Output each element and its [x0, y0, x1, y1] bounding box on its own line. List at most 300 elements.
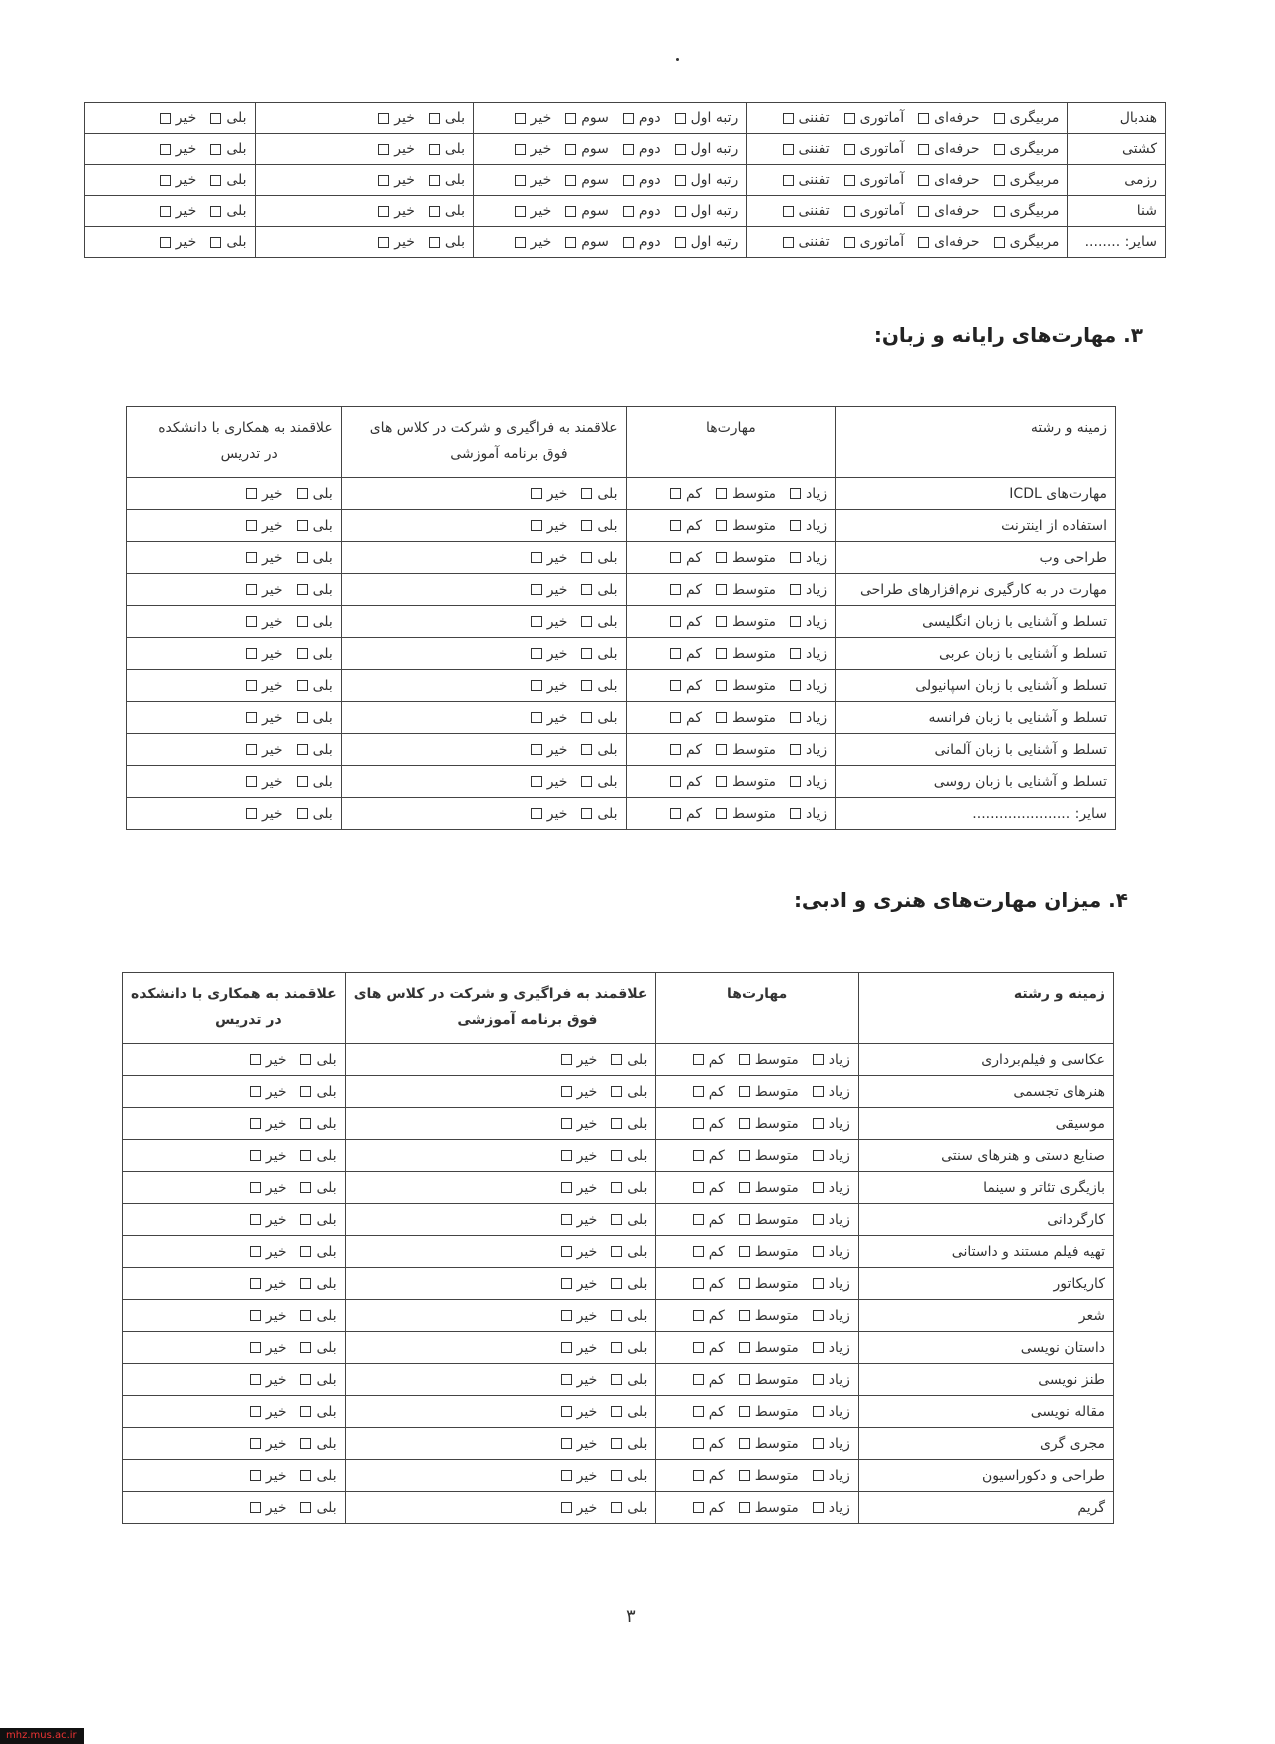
cooperate-no-option[interactable]	[250, 1468, 287, 1484]
cooperate-yes-checkbox[interactable]	[297, 584, 308, 595]
skill-level-2-option[interactable]	[693, 1372, 725, 1388]
interest-no-option[interactable]	[531, 518, 568, 534]
cooperate-no-checkbox[interactable]	[246, 616, 257, 627]
rank-1-checkbox[interactable]	[623, 237, 634, 248]
skill-level-2-checkbox[interactable]	[693, 1406, 704, 1417]
skill-level-2-checkbox[interactable]	[693, 1438, 704, 1449]
skill-level-2-option[interactable]	[670, 614, 702, 630]
skill-level-0-option[interactable]	[813, 1148, 850, 1164]
rank-0-option[interactable]	[675, 234, 739, 250]
skill-level-1-checkbox[interactable]	[739, 1054, 750, 1065]
yes-option[interactable]	[429, 172, 465, 188]
rank-2-option[interactable]	[565, 141, 609, 157]
cooperate-no-checkbox[interactable]	[250, 1406, 261, 1417]
cooperate-no-option[interactable]	[246, 486, 283, 502]
level-2-checkbox[interactable]	[844, 113, 855, 124]
skill-level-0-checkbox[interactable]	[813, 1502, 824, 1513]
interest-yes-option[interactable]	[611, 1372, 647, 1388]
skill-level-2-option[interactable]	[670, 742, 702, 758]
skill-level-2-option[interactable]	[670, 678, 702, 694]
cooperate-yes-option[interactable]	[300, 1180, 336, 1196]
rank-2-checkbox[interactable]	[565, 113, 576, 124]
cooperate-yes-option[interactable]	[300, 1340, 336, 1356]
cooperate-yes-option[interactable]	[297, 742, 333, 758]
cooperate-yes-option[interactable]	[297, 550, 333, 566]
interest-no-checkbox[interactable]	[561, 1374, 572, 1385]
no-option[interactable]	[378, 110, 415, 126]
interest-yes-option[interactable]	[581, 614, 617, 630]
no-checkbox[interactable]	[160, 144, 171, 155]
skill-level-0-checkbox[interactable]	[813, 1086, 824, 1097]
rank-1-checkbox[interactable]	[623, 206, 634, 217]
cooperate-no-option[interactable]	[250, 1084, 287, 1100]
level-1-checkbox[interactable]	[918, 206, 929, 217]
level-0-option[interactable]	[994, 110, 1060, 126]
level-0-checkbox[interactable]	[994, 144, 1005, 155]
cooperate-yes-option[interactable]	[297, 806, 333, 822]
skill-level-0-checkbox[interactable]	[813, 1150, 824, 1161]
rank-0-option[interactable]	[675, 141, 739, 157]
level-2-checkbox[interactable]	[844, 175, 855, 186]
level-0-checkbox[interactable]	[994, 206, 1005, 217]
cooperate-yes-option[interactable]	[297, 710, 333, 726]
level-1-checkbox[interactable]	[918, 237, 929, 248]
skill-level-2-checkbox[interactable]	[693, 1342, 704, 1353]
cooperate-yes-checkbox[interactable]	[297, 520, 308, 531]
cooperate-no-option[interactable]	[246, 646, 283, 662]
level-3-option[interactable]	[783, 203, 830, 219]
skill-level-0-checkbox[interactable]	[790, 488, 801, 499]
cooperate-no-checkbox[interactable]	[250, 1214, 261, 1225]
skill-level-2-checkbox[interactable]	[670, 744, 681, 755]
cooperate-no-checkbox[interactable]	[250, 1278, 261, 1289]
interest-yes-checkbox[interactable]	[611, 1150, 622, 1161]
interest-yes-checkbox[interactable]	[611, 1054, 622, 1065]
skill-level-0-checkbox[interactable]	[790, 552, 801, 563]
skill-level-1-checkbox[interactable]	[716, 712, 727, 723]
level-0-option[interactable]	[994, 234, 1060, 250]
interest-yes-checkbox[interactable]	[611, 1502, 622, 1513]
skill-level-1-checkbox[interactable]	[739, 1406, 750, 1417]
interest-no-checkbox[interactable]	[531, 808, 542, 819]
cooperate-no-checkbox[interactable]	[250, 1182, 261, 1193]
skill-level-1-option[interactable]	[739, 1276, 799, 1292]
skill-level-1-checkbox[interactable]	[739, 1502, 750, 1513]
interest-yes-checkbox[interactable]	[581, 520, 592, 531]
skill-level-1-option[interactable]	[739, 1180, 799, 1196]
skill-level-0-option[interactable]	[813, 1340, 850, 1356]
cooperate-yes-option[interactable]	[297, 678, 333, 694]
no-checkbox[interactable]	[160, 206, 171, 217]
skill-level-1-option[interactable]	[739, 1308, 799, 1324]
skill-level-0-option[interactable]	[813, 1212, 850, 1228]
level-3-checkbox[interactable]	[783, 175, 794, 186]
yes-checkbox[interactable]	[210, 113, 221, 124]
interest-yes-checkbox[interactable]	[611, 1406, 622, 1417]
interest-no-checkbox[interactable]	[561, 1310, 572, 1321]
no-option[interactable]	[378, 172, 415, 188]
interest-no-option[interactable]	[561, 1180, 598, 1196]
rank-2-checkbox[interactable]	[565, 144, 576, 155]
skill-level-2-checkbox[interactable]	[693, 1502, 704, 1513]
skill-level-0-option[interactable]	[790, 646, 827, 662]
rank-1-option[interactable]	[623, 110, 661, 126]
skill-level-1-checkbox[interactable]	[739, 1374, 750, 1385]
interest-no-option[interactable]	[561, 1308, 598, 1324]
yes-checkbox[interactable]	[429, 237, 440, 248]
skill-level-0-checkbox[interactable]	[813, 1278, 824, 1289]
cooperate-yes-checkbox[interactable]	[300, 1182, 311, 1193]
level-2-option[interactable]	[844, 172, 905, 188]
interest-no-checkbox[interactable]	[561, 1502, 572, 1513]
yes-checkbox[interactable]	[429, 144, 440, 155]
no-checkbox[interactable]	[378, 144, 389, 155]
skill-level-0-option[interactable]	[813, 1468, 850, 1484]
interest-no-option[interactable]	[531, 486, 568, 502]
interest-no-option[interactable]	[531, 550, 568, 566]
interest-no-option[interactable]	[561, 1116, 598, 1132]
skill-level-0-checkbox[interactable]	[790, 648, 801, 659]
level-2-option[interactable]	[844, 203, 905, 219]
cooperate-yes-checkbox[interactable]	[297, 776, 308, 787]
interest-no-checkbox[interactable]	[561, 1086, 572, 1097]
skill-level-2-option[interactable]	[670, 646, 702, 662]
cooperate-no-checkbox[interactable]	[246, 680, 257, 691]
interest-no-checkbox[interactable]	[561, 1182, 572, 1193]
yes-option[interactable]	[429, 110, 465, 126]
interest-yes-option[interactable]	[611, 1180, 647, 1196]
level-0-checkbox[interactable]	[994, 113, 1005, 124]
level-0-option[interactable]	[994, 203, 1060, 219]
interest-yes-checkbox[interactable]	[611, 1118, 622, 1129]
cooperate-no-option[interactable]	[250, 1116, 287, 1132]
interest-no-checkbox[interactable]	[561, 1342, 572, 1353]
level-1-checkbox[interactable]	[918, 175, 929, 186]
level-2-checkbox[interactable]	[844, 206, 855, 217]
cooperate-no-checkbox[interactable]	[250, 1054, 261, 1065]
rank-2-option[interactable]	[565, 172, 609, 188]
skill-level-1-option[interactable]	[739, 1468, 799, 1484]
skill-level-1-checkbox[interactable]	[739, 1278, 750, 1289]
yes-option[interactable]	[210, 141, 246, 157]
cooperate-yes-option[interactable]	[297, 486, 333, 502]
cooperate-yes-option[interactable]	[300, 1116, 336, 1132]
rank-1-option[interactable]	[623, 234, 661, 250]
skill-level-0-option[interactable]	[813, 1500, 850, 1516]
cooperate-yes-checkbox[interactable]	[297, 680, 308, 691]
skill-level-2-checkbox[interactable]	[670, 680, 681, 691]
rank-3-option[interactable]	[515, 141, 552, 157]
cooperate-yes-checkbox[interactable]	[297, 616, 308, 627]
skill-level-2-checkbox[interactable]	[670, 488, 681, 499]
rank-0-checkbox[interactable]	[675, 144, 686, 155]
level-3-option[interactable]	[783, 172, 830, 188]
level-2-option[interactable]	[844, 141, 905, 157]
skill-level-2-checkbox[interactable]	[670, 712, 681, 723]
yes-option[interactable]	[210, 234, 246, 250]
interest-yes-checkbox[interactable]	[581, 808, 592, 819]
level-0-checkbox[interactable]	[994, 237, 1005, 248]
skill-level-0-checkbox[interactable]	[813, 1054, 824, 1065]
interest-yes-option[interactable]	[611, 1244, 647, 1260]
skill-level-0-checkbox[interactable]	[790, 680, 801, 691]
cooperate-no-checkbox[interactable]	[246, 520, 257, 531]
interest-no-checkbox[interactable]	[531, 776, 542, 787]
skill-level-1-option[interactable]	[716, 614, 776, 630]
interest-no-checkbox[interactable]	[561, 1406, 572, 1417]
interest-no-option[interactable]	[531, 646, 568, 662]
interest-yes-checkbox[interactable]	[611, 1278, 622, 1289]
skill-level-2-checkbox[interactable]	[693, 1470, 704, 1481]
skill-level-2-checkbox[interactable]	[693, 1086, 704, 1097]
skill-level-2-option[interactable]	[693, 1340, 725, 1356]
skill-level-0-option[interactable]	[790, 518, 827, 534]
cooperate-yes-checkbox[interactable]	[300, 1438, 311, 1449]
skill-level-2-option[interactable]	[693, 1404, 725, 1420]
yes-checkbox[interactable]	[210, 237, 221, 248]
skill-level-0-option[interactable]	[813, 1116, 850, 1132]
cooperate-no-checkbox[interactable]	[246, 488, 257, 499]
rank-3-checkbox[interactable]	[515, 113, 526, 124]
rank-2-option[interactable]	[565, 234, 609, 250]
interest-yes-option[interactable]	[581, 582, 617, 598]
no-option[interactable]	[160, 172, 197, 188]
interest-yes-option[interactable]	[611, 1116, 647, 1132]
interest-no-checkbox[interactable]	[531, 584, 542, 595]
skill-level-2-option[interactable]	[670, 806, 702, 822]
skill-level-0-option[interactable]	[790, 614, 827, 630]
skill-level-0-option[interactable]	[790, 774, 827, 790]
rank-2-checkbox[interactable]	[565, 206, 576, 217]
cooperate-yes-checkbox[interactable]	[300, 1150, 311, 1161]
cooperate-no-checkbox[interactable]	[246, 808, 257, 819]
cooperate-no-checkbox[interactable]	[250, 1470, 261, 1481]
yes-checkbox[interactable]	[429, 175, 440, 186]
rank-0-checkbox[interactable]	[675, 237, 686, 248]
interest-yes-checkbox[interactable]	[581, 712, 592, 723]
skill-level-2-option[interactable]	[693, 1148, 725, 1164]
interest-no-checkbox[interactable]	[561, 1278, 572, 1289]
interest-yes-option[interactable]	[611, 1500, 647, 1516]
no-checkbox[interactable]	[160, 237, 171, 248]
interest-yes-checkbox[interactable]	[581, 552, 592, 563]
skill-level-1-option[interactable]	[716, 774, 776, 790]
yes-option[interactable]	[210, 172, 246, 188]
level-1-checkbox[interactable]	[918, 144, 929, 155]
level-3-checkbox[interactable]	[783, 144, 794, 155]
skill-level-0-checkbox[interactable]	[813, 1342, 824, 1353]
cooperate-yes-option[interactable]	[300, 1084, 336, 1100]
cooperate-no-option[interactable]	[250, 1212, 287, 1228]
interest-yes-checkbox[interactable]	[611, 1086, 622, 1097]
interest-no-option[interactable]	[561, 1148, 598, 1164]
interest-no-option[interactable]	[561, 1084, 598, 1100]
rank-2-checkbox[interactable]	[565, 175, 576, 186]
cooperate-yes-checkbox[interactable]	[297, 712, 308, 723]
skill-level-0-checkbox[interactable]	[813, 1438, 824, 1449]
cooperate-no-option[interactable]	[246, 518, 283, 534]
skill-level-2-option[interactable]	[670, 550, 702, 566]
cooperate-yes-checkbox[interactable]	[300, 1118, 311, 1129]
rank-0-checkbox[interactable]	[675, 175, 686, 186]
cooperate-yes-option[interactable]	[300, 1436, 336, 1452]
rank-2-checkbox[interactable]	[565, 237, 576, 248]
level-3-checkbox[interactable]	[783, 206, 794, 217]
interest-no-option[interactable]	[531, 614, 568, 630]
cooperate-no-option[interactable]	[246, 742, 283, 758]
interest-no-option[interactable]	[561, 1340, 598, 1356]
cooperate-no-checkbox[interactable]	[250, 1118, 261, 1129]
cooperate-no-option[interactable]	[250, 1436, 287, 1452]
skill-level-1-checkbox[interactable]	[739, 1086, 750, 1097]
skill-level-1-option[interactable]	[716, 806, 776, 822]
interest-no-option[interactable]	[561, 1276, 598, 1292]
interest-yes-checkbox[interactable]	[611, 1246, 622, 1257]
cooperate-no-checkbox[interactable]	[250, 1342, 261, 1353]
skill-level-1-option[interactable]	[739, 1436, 799, 1452]
skill-level-2-checkbox[interactable]	[693, 1374, 704, 1385]
skill-level-0-option[interactable]	[813, 1084, 850, 1100]
rank-0-option[interactable]	[675, 110, 739, 126]
rank-3-checkbox[interactable]	[515, 144, 526, 155]
yes-option[interactable]	[210, 203, 246, 219]
skill-level-1-checkbox[interactable]	[716, 808, 727, 819]
skill-level-0-option[interactable]	[813, 1308, 850, 1324]
interest-yes-option[interactable]	[611, 1340, 647, 1356]
rank-0-checkbox[interactable]	[675, 113, 686, 124]
skill-level-1-option[interactable]	[739, 1404, 799, 1420]
skill-level-2-checkbox[interactable]	[670, 616, 681, 627]
cooperate-yes-checkbox[interactable]	[300, 1086, 311, 1097]
cooperate-yes-checkbox[interactable]	[300, 1342, 311, 1353]
interest-yes-checkbox[interactable]	[611, 1438, 622, 1449]
level-1-checkbox[interactable]	[918, 113, 929, 124]
interest-yes-checkbox[interactable]	[581, 680, 592, 691]
level-1-option[interactable]	[918, 110, 979, 126]
level-1-option[interactable]	[918, 234, 979, 250]
skill-level-1-checkbox[interactable]	[739, 1150, 750, 1161]
skill-level-2-checkbox[interactable]	[670, 808, 681, 819]
skill-level-2-checkbox[interactable]	[693, 1246, 704, 1257]
skill-level-2-checkbox[interactable]	[693, 1150, 704, 1161]
skill-level-0-checkbox[interactable]	[790, 712, 801, 723]
interest-no-option[interactable]	[531, 710, 568, 726]
rank-0-option[interactable]	[675, 172, 739, 188]
interest-no-option[interactable]	[531, 806, 568, 822]
yes-option[interactable]	[429, 203, 465, 219]
skill-level-1-checkbox[interactable]	[739, 1118, 750, 1129]
level-3-checkbox[interactable]	[783, 237, 794, 248]
skill-level-0-option[interactable]	[813, 1180, 850, 1196]
rank-3-option[interactable]	[515, 110, 552, 126]
skill-level-2-checkbox[interactable]	[670, 648, 681, 659]
cooperate-yes-option[interactable]	[297, 614, 333, 630]
skill-level-2-option[interactable]	[670, 710, 702, 726]
skill-level-2-checkbox[interactable]	[693, 1182, 704, 1193]
skill-level-0-option[interactable]	[813, 1372, 850, 1388]
interest-yes-checkbox[interactable]	[581, 776, 592, 787]
rank-1-option[interactable]	[623, 172, 661, 188]
cooperate-no-checkbox[interactable]	[246, 712, 257, 723]
skill-level-2-option[interactable]	[693, 1212, 725, 1228]
skill-level-1-checkbox[interactable]	[716, 552, 727, 563]
cooperate-yes-checkbox[interactable]	[297, 744, 308, 755]
level-3-option[interactable]	[783, 234, 830, 250]
skill-level-2-option[interactable]	[670, 518, 702, 534]
yes-checkbox[interactable]	[429, 206, 440, 217]
cooperate-yes-checkbox[interactable]	[300, 1374, 311, 1385]
cooperate-no-option[interactable]	[250, 1244, 287, 1260]
interest-no-checkbox[interactable]	[531, 616, 542, 627]
cooperate-yes-option[interactable]	[300, 1052, 336, 1068]
skill-level-1-checkbox[interactable]	[739, 1214, 750, 1225]
interest-yes-option[interactable]	[581, 518, 617, 534]
interest-yes-checkbox[interactable]	[611, 1182, 622, 1193]
cooperate-yes-option[interactable]	[300, 1148, 336, 1164]
skill-level-2-checkbox[interactable]	[693, 1118, 704, 1129]
skill-level-0-checkbox[interactable]	[790, 616, 801, 627]
interest-no-option[interactable]	[561, 1500, 598, 1516]
cooperate-yes-checkbox[interactable]	[297, 488, 308, 499]
cooperate-yes-checkbox[interactable]	[300, 1278, 311, 1289]
no-option[interactable]	[378, 141, 415, 157]
rank-1-option[interactable]	[623, 141, 661, 157]
level-3-checkbox[interactable]	[783, 113, 794, 124]
skill-level-1-option[interactable]	[716, 486, 776, 502]
skill-level-1-checkbox[interactable]	[716, 776, 727, 787]
cooperate-yes-checkbox[interactable]	[300, 1470, 311, 1481]
interest-yes-option[interactable]	[581, 646, 617, 662]
skill-level-0-option[interactable]	[813, 1436, 850, 1452]
interest-no-option[interactable]	[531, 742, 568, 758]
skill-level-0-checkbox[interactable]	[790, 776, 801, 787]
rank-3-option[interactable]	[515, 203, 552, 219]
cooperate-yes-option[interactable]	[300, 1468, 336, 1484]
level-2-checkbox[interactable]	[844, 237, 855, 248]
skill-level-2-option[interactable]	[670, 582, 702, 598]
rank-3-option[interactable]	[515, 234, 552, 250]
skill-level-2-option[interactable]	[693, 1116, 725, 1132]
cooperate-no-checkbox[interactable]	[246, 552, 257, 563]
skill-level-2-checkbox[interactable]	[693, 1278, 704, 1289]
cooperate-yes-checkbox[interactable]	[297, 552, 308, 563]
skill-level-2-checkbox[interactable]	[693, 1054, 704, 1065]
cooperate-yes-option[interactable]	[297, 646, 333, 662]
interest-no-checkbox[interactable]	[531, 648, 542, 659]
cooperate-no-option[interactable]	[250, 1372, 287, 1388]
interest-yes-checkbox[interactable]	[581, 584, 592, 595]
cooperate-yes-checkbox[interactable]	[297, 648, 308, 659]
yes-option[interactable]	[429, 234, 465, 250]
skill-level-1-checkbox[interactable]	[716, 616, 727, 627]
skill-level-1-option[interactable]	[716, 742, 776, 758]
no-checkbox[interactable]	[378, 237, 389, 248]
skill-level-2-checkbox[interactable]	[670, 584, 681, 595]
skill-level-0-checkbox[interactable]	[790, 744, 801, 755]
skill-level-2-checkbox[interactable]	[693, 1214, 704, 1225]
skill-level-0-option[interactable]	[813, 1244, 850, 1260]
no-checkbox[interactable]	[378, 206, 389, 217]
yes-option[interactable]	[429, 141, 465, 157]
skill-level-2-option[interactable]	[693, 1308, 725, 1324]
cooperate-no-checkbox[interactable]	[246, 584, 257, 595]
interest-no-option[interactable]	[531, 582, 568, 598]
no-option[interactable]	[160, 141, 197, 157]
skill-level-1-option[interactable]	[739, 1084, 799, 1100]
cooperate-yes-checkbox[interactable]	[300, 1246, 311, 1257]
skill-level-2-option[interactable]	[693, 1244, 725, 1260]
level-3-option[interactable]	[783, 110, 830, 126]
